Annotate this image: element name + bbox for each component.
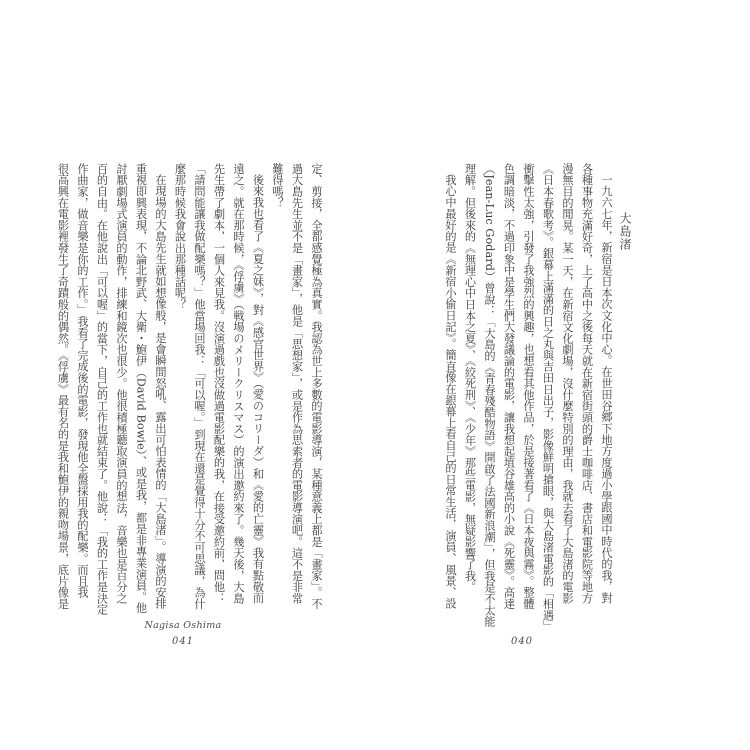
text-column: 難得嗎？ bbox=[271, 163, 284, 209]
text-column: 先生帶了劇本，一個人來見我。沒演過戲也沒做過電影配樂的我，在接受邀約前，問他： bbox=[212, 163, 226, 604]
text-column: 理解。但後來的《無理心中日本之夏》、《絞死刑》、《少年》那些電影，無疑影響了我。 bbox=[463, 163, 477, 593]
chapter-title: 大島渚 bbox=[618, 212, 632, 251]
text-column: 定、剪接，全都感覺極為真實。我認為世上多數的電影導演，某種意義上都是「畫家」。不 bbox=[310, 163, 323, 610]
text-column: 百的自由。在他說出「可以喔」的當下，自己的工作也就結束了。他說：「我的工作是決定 bbox=[95, 163, 109, 615]
right-page-text bbox=[441, 163, 617, 632]
text-column: 「請問能讓我做配樂嗎？」他當場回我：「可以喔。」到現在還是覺得十分不可思議，為什 bbox=[193, 163, 206, 610]
text-column: 麼那時候我會說出那種話呢？ bbox=[173, 163, 187, 310]
text-column: 漫無目的閒晃。某一天，在新宿文化劇場，沒什麼特別的理由，我就去看了大島渚的電影 bbox=[561, 163, 574, 604]
text-column: 很高興在電影裡發生了奇蹟般的偶然。《俘虜》最有名的是我和鮑伊的親吻場景，底片像是 bbox=[56, 163, 70, 610]
text-column: 過大島先生並不是「畫家」，他是「思想家」，或是作為思索者的電影導演吧。這不是非常 bbox=[290, 163, 304, 604]
text-column: 重視即興表現，不論北野武、大衛・鮑伊（David Bowie）、或是我，都是非專業演員。他 bbox=[134, 163, 148, 614]
right-page-number: 040 bbox=[510, 636, 534, 647]
text-column: 在現場的大島先生就如想像般，是會瞬間怒吼、露出可怕表情的「大島渚」。導演的安排 bbox=[154, 174, 167, 610]
text-column: 作曲家，做音樂是你的工作。」我看了完成後的電影，發現他全盤採用我的配樂。而且我 bbox=[76, 163, 89, 599]
running-footer-author: Nagisa Oshima bbox=[144, 620, 222, 631]
text-column: 各種事物充滿好奇，上了高中之後每天就在新宿街頭的爵士咖啡店、書店和電影院等地方 bbox=[580, 163, 594, 604]
text-column: 後來我也看了《夏之妹》，對《感官世界》（愛のコリーダ）和《愛的亡靈》我有點敬而 bbox=[251, 174, 265, 604]
text-column: 色調暗淡，不過印象中是學生們大發議論的電影，讓我想起埴谷雄高的小說《死靈》。高達 bbox=[502, 163, 516, 610]
text-column: 一九六七年，新宿是日本次文化中心。在世田谷鄉下地方度過小學跟國中時代的我，對 bbox=[600, 174, 613, 604]
text-column: 我心中最好的是《新宿小偷日記》。簡直像在銀幕上看自己的日常生活，演員、風景、設 bbox=[444, 174, 457, 610]
text-column: （Jean-Luc Godard）曾說：「大島的《青春殘酷物語》開啟了法國新浪潮」，但我是不太能 bbox=[483, 163, 496, 628]
text-column: 討厭劇場式演員的動作，排練和鏡次也很少。他很積極聽取演員的想法，音樂也是百分之 bbox=[115, 163, 128, 604]
left-page-text bbox=[53, 163, 326, 623]
text-column: 《日本春歌考》。銀幕上滿滿的日之丸與吉田日出子，影像鮮明搶眼，與大島渚電影的「相遇」 bbox=[541, 163, 555, 632]
left-page-number: 041 bbox=[171, 636, 195, 647]
text-column: 衝擊性太強，引發了我強烈的興趣，也想看其他作品，於是接著看了《日本夜與霧》。整體 bbox=[522, 163, 535, 610]
text-column: 遠之。就在那時候，《俘虜》（戦場のメリークリスマス）的演出邀約來了。幾天後，大島 bbox=[232, 163, 245, 604]
